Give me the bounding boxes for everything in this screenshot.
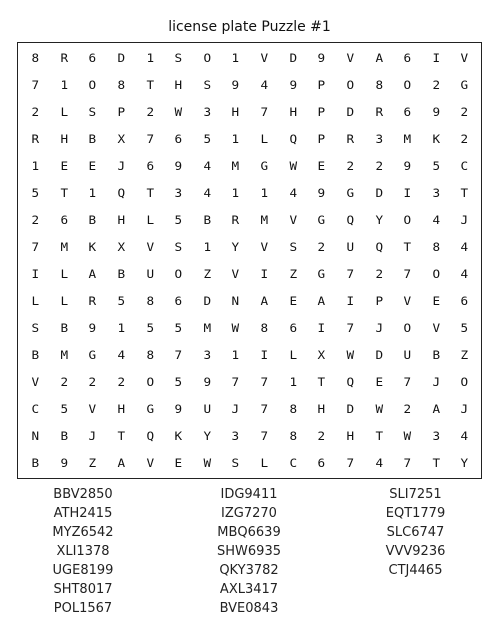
grid-cell[interactable]: A <box>374 51 383 66</box>
grid-cell[interactable]: T <box>374 428 383 443</box>
grid-cell[interactable]: P <box>317 132 326 147</box>
grid-cell[interactable]: 3 <box>231 428 240 443</box>
grid-cell[interactable]: 9 <box>403 159 412 174</box>
grid-cell[interactable]: V <box>260 51 269 66</box>
grid-cell[interactable]: S <box>203 78 211 93</box>
grid-cell[interactable]: 1 <box>231 132 240 147</box>
word-list-column-2 <box>166 485 332 618</box>
grid-cell[interactable]: 3 <box>203 105 211 120</box>
grid-cell[interactable]: 7 <box>260 105 269 120</box>
grid-cell[interactable]: V <box>289 213 297 228</box>
grid-cell[interactable]: 6 <box>460 293 469 308</box>
grid-cell[interactable]: 1 <box>260 186 269 201</box>
grid-cell[interactable]: O <box>88 78 97 93</box>
grid-cell[interactable]: 5 <box>174 374 183 389</box>
grid-cell[interactable]: O <box>403 320 412 335</box>
grid-cell[interactable]: S <box>174 240 183 255</box>
grid-cell[interactable]: 6 <box>88 51 97 66</box>
word-list-item: ATH2415 <box>53 506 113 521</box>
grid-cell[interactable]: V <box>403 293 412 308</box>
grid-cell[interactable]: 9 <box>60 455 68 470</box>
grid-cell[interactable]: D <box>374 186 383 201</box>
word-list-column-1 <box>0 485 166 618</box>
grid-cell[interactable]: 2 <box>88 374 97 389</box>
grid-cell[interactable]: L <box>60 293 68 308</box>
grid-cell[interactable]: 7 <box>260 374 269 389</box>
grid-cell[interactable]: S <box>88 105 97 120</box>
grid-cell[interactable]: 6 <box>289 320 297 335</box>
grid-cell[interactable]: 7 <box>403 266 412 281</box>
grid-cell[interactable]: Y <box>374 213 383 228</box>
grid-cell[interactable]: Z <box>88 455 97 470</box>
grid-cell[interactable]: 5 <box>117 293 126 308</box>
grid-cell[interactable]: M <box>260 213 269 228</box>
grid-cell[interactable]: D <box>289 51 297 66</box>
grid-cell[interactable]: 2 <box>374 266 383 281</box>
grid-cell[interactable]: A <box>260 293 269 308</box>
grid-cell[interactable]: P <box>317 78 326 93</box>
grid-cell[interactable]: U <box>403 347 412 362</box>
grid-cell[interactable]: R <box>60 51 68 66</box>
grid-cell[interactable]: 3 <box>374 132 383 147</box>
grid-cell[interactable]: 8 <box>289 401 297 416</box>
grid-cell[interactable]: O <box>432 266 440 281</box>
grid-cell[interactable]: T <box>432 455 440 470</box>
grid-cell[interactable]: P <box>374 293 383 308</box>
puzzle-title: license plate Puzzle #1 <box>168 19 331 35</box>
grid-cell[interactable]: 1 <box>231 186 240 201</box>
grid-cell[interactable]: E <box>174 455 183 470</box>
grid-cell[interactable]: 9 <box>317 51 326 66</box>
grid-cell[interactable]: 2 <box>60 374 68 389</box>
grid-cell[interactable]: 9 <box>432 105 440 120</box>
grid-cell[interactable]: 9 <box>231 78 240 93</box>
grid-cell[interactable]: T <box>317 374 326 389</box>
grid-cell[interactable]: J <box>374 320 383 335</box>
grid-cell[interactable]: 5 <box>174 213 183 228</box>
grid-cell[interactable]: 2 <box>432 78 440 93</box>
grid-cell[interactable]: 1 <box>203 240 211 255</box>
grid-cell[interactable]: 1 <box>145 51 154 66</box>
grid-cell[interactable]: B <box>432 347 440 362</box>
grid-cell[interactable]: R <box>346 132 355 147</box>
grid-cell[interactable]: D <box>203 293 211 308</box>
word-list-item: XLI1378 <box>56 544 110 559</box>
grid-cell[interactable]: 2 <box>117 374 126 389</box>
grid-cell[interactable]: Y <box>460 455 469 470</box>
grid-cell[interactable]: 8 <box>260 320 269 335</box>
grid-cell[interactable]: 9 <box>88 320 97 335</box>
grid-cell[interactable]: S <box>174 51 183 66</box>
grid-cell[interactable]: E <box>374 374 383 389</box>
grid-cell[interactable]: 6 <box>145 159 154 174</box>
grid-cell[interactable]: V <box>260 240 269 255</box>
grid-cell[interactable]: I <box>346 293 355 308</box>
grid-cell[interactable]: 9 <box>203 374 211 389</box>
grid-cell[interactable]: A <box>117 455 126 470</box>
word-list-item: IDG9411 <box>220 487 278 502</box>
grid-cell[interactable]: 6 <box>403 51 412 66</box>
grid-cell[interactable]: 8 <box>145 347 154 362</box>
grid-cell[interactable]: O <box>403 78 412 93</box>
grid-cell[interactable]: H <box>289 105 297 120</box>
grid-cell[interactable]: B <box>31 347 40 362</box>
word-list-item: SLC6747 <box>386 525 445 540</box>
grid-cell[interactable]: V <box>432 320 440 335</box>
grid-cell[interactable]: B <box>60 428 68 443</box>
grid-cell[interactable]: 9 <box>174 159 183 174</box>
grid-cell[interactable]: Q <box>346 374 355 389</box>
grid-cell[interactable]: 6 <box>174 293 183 308</box>
grid-cell[interactable]: 7 <box>346 455 355 470</box>
grid-cell[interactable]: 3 <box>432 428 440 443</box>
grid-cell[interactable]: 4 <box>203 159 211 174</box>
grid-cell[interactable]: K <box>174 428 183 443</box>
grid-cell[interactable]: G <box>346 186 355 201</box>
grid-cell[interactable]: L <box>145 213 154 228</box>
grid-cell[interactable]: W <box>231 320 240 335</box>
grid-cell[interactable]: B <box>88 213 97 228</box>
grid-cell[interactable]: L <box>31 293 40 308</box>
grid-cell[interactable]: H <box>231 105 240 120</box>
word-list-item: VVV9236 <box>385 544 446 559</box>
grid-cell[interactable]: M <box>403 132 412 147</box>
grid-cell[interactable]: O <box>460 374 469 389</box>
letter-grid[interactable] <box>17 42 482 479</box>
grid-cell[interactable]: 5 <box>31 186 40 201</box>
grid-cell[interactable]: 7 <box>403 455 412 470</box>
grid-cell[interactable]: J <box>88 428 97 443</box>
grid-cell[interactable]: T <box>403 240 412 255</box>
grid-cell[interactable]: 7 <box>31 240 40 255</box>
grid-cell[interactable]: S <box>31 320 40 335</box>
grid-cell[interactable]: 7 <box>403 374 412 389</box>
grid-cell[interactable]: B <box>88 132 97 147</box>
grid-cell[interactable]: D <box>346 401 355 416</box>
grid-cell[interactable]: W <box>403 428 412 443</box>
grid-cell[interactable]: I <box>317 320 326 335</box>
grid-cell[interactable]: V <box>88 401 97 416</box>
word-list-item: UGE8199 <box>52 563 114 578</box>
grid-cell[interactable]: L <box>260 455 269 470</box>
grid-cell[interactable]: L <box>260 132 269 147</box>
grid-cell[interactable]: Y <box>231 240 240 255</box>
grid-cell[interactable]: 7 <box>260 428 269 443</box>
word-list-item: IZG7270 <box>221 506 277 521</box>
grid-cell[interactable]: O <box>203 51 211 66</box>
grid-cell[interactable]: B <box>31 455 40 470</box>
word-list-item: SLI7251 <box>389 487 442 502</box>
grid-cell[interactable]: 7 <box>174 347 183 362</box>
grid-cell[interactable]: 4 <box>260 78 269 93</box>
grid-cell[interactable]: Q <box>117 186 126 201</box>
grid-cell[interactable]: Q <box>289 132 297 147</box>
grid-cell[interactable]: H <box>117 401 126 416</box>
grid-cell[interactable]: X <box>117 240 126 255</box>
word-list-item: BVE0843 <box>219 601 279 616</box>
grid-cell[interactable]: E <box>317 159 326 174</box>
grid-cell[interactable]: 7 <box>31 78 40 93</box>
grid-cell[interactable]: Y <box>203 428 211 443</box>
grid-cell[interactable]: C <box>31 401 40 416</box>
grid-cell[interactable]: O <box>346 78 355 93</box>
grid-cell[interactable]: O <box>145 374 154 389</box>
grid-cell[interactable]: R <box>31 132 40 147</box>
grid-cell[interactable]: 2 <box>374 159 383 174</box>
grid-cell[interactable]: E <box>88 159 97 174</box>
grid-cell[interactable]: V <box>231 266 240 281</box>
grid-cell[interactable]: 7 <box>346 320 355 335</box>
word-list-column-3 <box>332 485 499 618</box>
word-list-item: CTJ4465 <box>388 563 443 578</box>
word-list-item: SHW6935 <box>217 544 281 559</box>
grid-cell[interactable]: I <box>432 51 440 66</box>
grid-cell[interactable]: H <box>317 401 326 416</box>
grid-cell[interactable]: 5 <box>432 159 440 174</box>
word-list <box>0 485 499 618</box>
grid-cell[interactable]: 7 <box>346 266 355 281</box>
grid-cell[interactable]: P <box>317 105 326 120</box>
grid-cell[interactable]: D <box>117 51 126 66</box>
grid-cell[interactable]: J <box>432 374 440 389</box>
grid-cell[interactable]: Q <box>145 428 154 443</box>
grid-cell[interactable]: J <box>117 159 126 174</box>
grid-cell[interactable]: W <box>174 105 183 120</box>
grid-cell[interactable]: 4 <box>289 186 297 201</box>
grid-cell[interactable]: 4 <box>203 186 211 201</box>
grid-cell[interactable]: R <box>231 213 240 228</box>
grid-cell[interactable]: L <box>60 266 68 281</box>
grid-cell[interactable]: 3 <box>432 186 440 201</box>
word-list-item: EQT1779 <box>385 506 446 521</box>
grid-cell[interactable]: W <box>289 159 297 174</box>
grid-cell[interactable]: B <box>117 266 126 281</box>
grid-cell[interactable]: 7 <box>260 401 269 416</box>
grid-cell[interactable]: 2 <box>317 240 326 255</box>
grid-cell[interactable]: Z <box>289 266 297 281</box>
grid-cell[interactable]: 6 <box>174 132 183 147</box>
grid-cell[interactable]: 3 <box>203 347 211 362</box>
grid-cell[interactable]: I <box>403 186 412 201</box>
grid-cell[interactable]: J <box>231 401 240 416</box>
grid-cell[interactable]: R <box>88 293 97 308</box>
grid-cell[interactable]: U <box>346 240 355 255</box>
grid-cell[interactable]: H <box>174 78 183 93</box>
grid-cell[interactable]: 4 <box>117 347 126 362</box>
grid-cell[interactable]: 3 <box>174 186 183 201</box>
grid-cell[interactable]: W <box>346 347 355 362</box>
grid-cell[interactable]: I <box>31 266 40 281</box>
word-list-item: MYZ6542 <box>52 525 114 540</box>
grid-cell[interactable]: 5 <box>145 320 154 335</box>
grid-cell[interactable]: 8 <box>289 428 297 443</box>
word-list-item: BBV2850 <box>53 487 113 502</box>
grid-cell[interactable]: Q <box>374 240 383 255</box>
grid-cell[interactable]: 1 <box>31 159 40 174</box>
grid-cell[interactable]: B <box>60 320 68 335</box>
grid-cell[interactable]: V <box>31 374 40 389</box>
grid-cell[interactable]: H <box>117 213 126 228</box>
grid-cell[interactable]: 7 <box>231 374 240 389</box>
grid-cell[interactable]: 4 <box>460 428 469 443</box>
grid-cell[interactable]: 6 <box>60 213 68 228</box>
grid-cell[interactable]: V <box>145 455 154 470</box>
grid-cell[interactable]: E <box>432 293 440 308</box>
grid-cell[interactable]: X <box>117 132 126 147</box>
grid-cell[interactable]: 1 <box>231 347 240 362</box>
grid-cell[interactable]: K <box>88 240 97 255</box>
grid-cell[interactable]: 8 <box>145 293 154 308</box>
grid-cell[interactable]: Z <box>460 347 469 362</box>
grid-cell[interactable]: C <box>460 159 469 174</box>
grid-cell[interactable]: 1 <box>117 320 126 335</box>
grid-cell[interactable]: 2 <box>317 428 326 443</box>
grid-cell[interactable]: W <box>374 401 383 416</box>
grid-cell[interactable]: X <box>317 347 326 362</box>
grid-cell[interactable]: E <box>60 159 68 174</box>
grid-cell[interactable]: Q <box>346 213 355 228</box>
grid-cell[interactable]: I <box>260 347 269 362</box>
grid-cell[interactable]: L <box>289 347 297 362</box>
grid-cell[interactable]: S <box>231 455 240 470</box>
grid-cell[interactable]: T <box>460 186 469 201</box>
grid-cell[interactable]: D <box>374 347 383 362</box>
grid-cell[interactable]: 2 <box>346 159 355 174</box>
grid-cell[interactable]: L <box>60 105 68 120</box>
grid-cell[interactable]: J <box>460 213 469 228</box>
grid-cell[interactable]: M <box>60 240 68 255</box>
grid-cell[interactable]: T <box>60 186 68 201</box>
grid-cell[interactable]: C <box>289 455 297 470</box>
grid-cell[interactable]: S <box>289 240 297 255</box>
grid-cell[interactable]: 2 <box>31 105 40 120</box>
grid-cell[interactable]: G <box>88 347 97 362</box>
word-list-item: MBQ6639 <box>217 525 281 540</box>
grid-cell[interactable]: 8 <box>117 78 126 93</box>
grid-cell[interactable]: 9 <box>317 186 326 201</box>
grid-cell[interactable]: V <box>145 240 154 255</box>
grid-cell[interactable]: V <box>346 51 355 66</box>
grid-cell[interactable]: 4 <box>374 455 383 470</box>
grid-cell[interactable]: 4 <box>460 266 469 281</box>
grid-cell[interactable]: 1 <box>289 374 297 389</box>
word-list-item: POL1567 <box>53 601 113 616</box>
grid-cell[interactable]: G <box>145 401 154 416</box>
grid-cell[interactable]: M <box>231 159 240 174</box>
grid-cell[interactable]: 5 <box>460 320 469 335</box>
grid-cell[interactable]: 5 <box>174 320 183 335</box>
grid-cell[interactable]: O <box>403 213 412 228</box>
grid-cell[interactable]: A <box>317 293 326 308</box>
grid-cell[interactable]: 8 <box>432 240 440 255</box>
grid-cell[interactable]: M <box>60 347 68 362</box>
grid-cell[interactable]: 9 <box>289 78 297 93</box>
word-list-item: AXL3417 <box>219 582 279 597</box>
grid-cell[interactable]: T <box>145 78 154 93</box>
grid-cell[interactable]: K <box>432 132 440 147</box>
grid-cell[interactable]: 5 <box>203 132 211 147</box>
grid-cell[interactable]: 8 <box>31 51 40 66</box>
word-list-item: QKY3782 <box>219 563 279 578</box>
grid-cell[interactable]: M <box>203 320 211 335</box>
grid-cell[interactable]: H <box>60 132 68 147</box>
grid-cell[interactable]: I <box>260 266 269 281</box>
grid-cell[interactable]: 2 <box>460 105 469 120</box>
grid-cell[interactable]: A <box>432 401 440 416</box>
grid-cell[interactable]: 1 <box>60 78 68 93</box>
grid-cell[interactable]: V <box>460 51 469 66</box>
grid-cell[interactable]: O <box>174 266 183 281</box>
grid-cell[interactable]: 4 <box>460 240 469 255</box>
grid-cell[interactable]: 6 <box>317 455 326 470</box>
grid-cell[interactable]: 6 <box>403 105 412 120</box>
grid-cell[interactable]: R <box>374 105 383 120</box>
grid-cell[interactable]: P <box>117 105 126 120</box>
grid-cell[interactable]: G <box>460 78 469 93</box>
word-list-item: SHT8017 <box>53 582 113 597</box>
grid-cell[interactable]: E <box>289 293 297 308</box>
grid-cell[interactable]: 2 <box>31 213 40 228</box>
grid-cell[interactable]: N <box>31 428 40 443</box>
grid-cell[interactable]: W <box>203 455 211 470</box>
grid-cell[interactable]: 2 <box>145 105 154 120</box>
grid-cell[interactable]: T <box>145 186 154 201</box>
grid-cell[interactable]: D <box>346 105 355 120</box>
grid-cell[interactable]: G <box>260 159 269 174</box>
grid-cell[interactable]: 1 <box>231 51 240 66</box>
grid-cell[interactable]: 7 <box>145 132 154 147</box>
grid-cell[interactable]: H <box>346 428 355 443</box>
grid-cell[interactable]: A <box>88 266 97 281</box>
grid-cell[interactable]: Z <box>203 266 211 281</box>
grid-cell[interactable]: 5 <box>60 401 68 416</box>
grid-cell[interactable]: G <box>317 213 326 228</box>
grid-cell[interactable]: 1 <box>88 186 97 201</box>
grid-cell[interactable]: 2 <box>403 401 412 416</box>
grid-cell[interactable]: N <box>231 293 240 308</box>
grid-cell[interactable]: T <box>117 428 126 443</box>
grid-cell[interactable]: 8 <box>374 78 383 93</box>
grid-cell[interactable]: J <box>460 401 469 416</box>
grid-cell[interactable]: 9 <box>174 401 183 416</box>
grid-cell[interactable]: G <box>317 266 326 281</box>
grid-cell[interactable]: U <box>203 401 211 416</box>
grid-cell[interactable]: B <box>203 213 211 228</box>
grid-cell[interactable]: U <box>145 266 154 281</box>
grid-cell[interactable]: 4 <box>432 213 440 228</box>
grid-cell[interactable]: 2 <box>460 132 469 147</box>
